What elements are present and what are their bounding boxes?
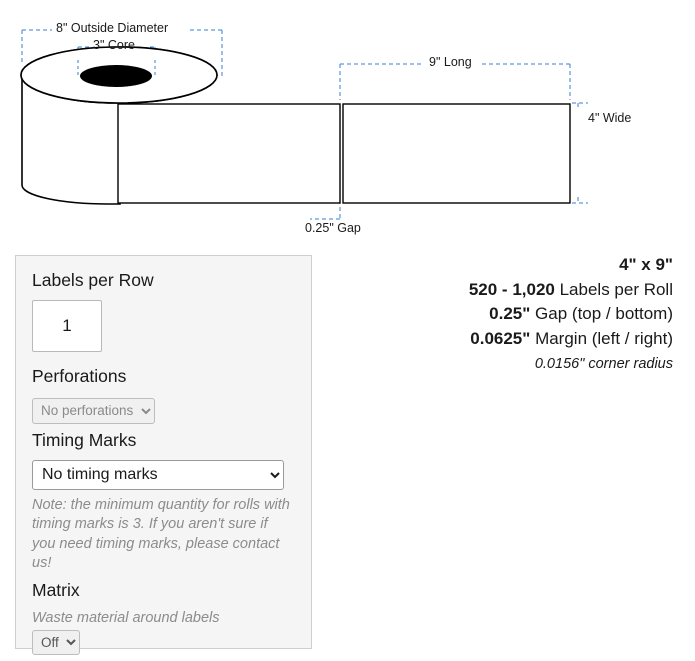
options-panel (15, 255, 312, 649)
dimension-length: 9" Long (429, 55, 472, 69)
labels-per-row-input[interactable] (32, 300, 102, 352)
matrix-heading: Matrix (32, 579, 80, 600)
roll-diagram (0, 0, 695, 245)
spec-labels-per-roll-label: Labels per Roll (559, 279, 673, 299)
matrix-description: Waste material around labels (32, 609, 220, 626)
matrix-select[interactable] (32, 630, 80, 655)
dimension-gap: 0.25" Gap (305, 221, 361, 235)
spec-margin-value: 0.0625" (470, 328, 531, 348)
timing-marks-note: Note: the minimum quantity for rolls with timing marks is 3. If you aren't sure if you need timing marks, please contact us! (32, 496, 290, 572)
spec-corner-radius: 0.0156" corner radius (534, 355, 673, 372)
spec-size-value: 4" x 9" (619, 255, 673, 274)
spec-margin-label: Margin (left / right) (535, 328, 673, 348)
timing-marks-heading: Timing Marks (32, 429, 137, 450)
spec-margin (343, 327, 673, 352)
labels-per-row-heading: Labels per Row (32, 270, 154, 290)
timing-marks-select[interactable] (32, 460, 284, 490)
spec-gap (343, 302, 673, 327)
dimension-width: 4" Wide (588, 111, 632, 125)
spec-gap-label: Gap (top / bottom) (535, 304, 673, 324)
spec-summary (343, 253, 673, 375)
spec-labels-per-roll (343, 278, 673, 303)
dimension-core: 3" Core (93, 38, 135, 52)
spec-size (343, 253, 673, 278)
label-web (118, 104, 570, 203)
perforations-heading: Perforations (32, 365, 127, 386)
spec-labels-per-roll-value: 520 - 1,020 (468, 279, 555, 299)
perforations-select[interactable] (32, 398, 155, 424)
roll-core-hole (80, 65, 152, 87)
spec-gap-value: 0.25" (489, 304, 531, 324)
dimension-outside-diameter: 8" Outside Diameter (56, 21, 169, 35)
